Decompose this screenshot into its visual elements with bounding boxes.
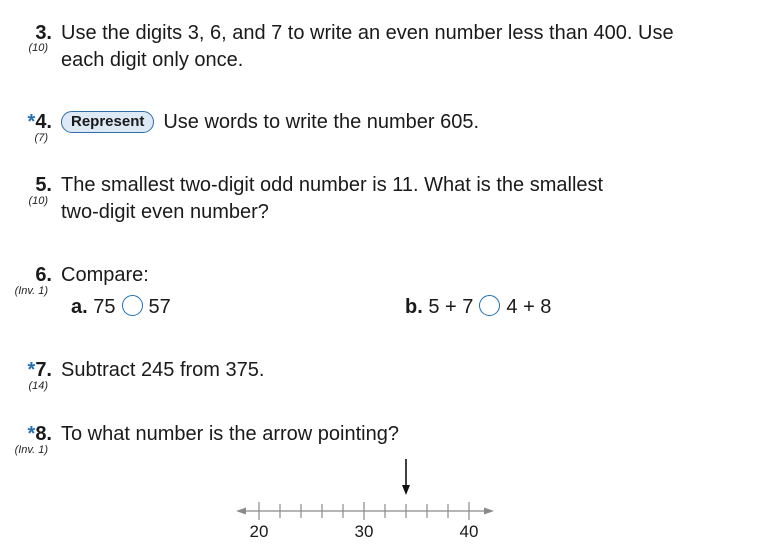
tick-label: 30: [354, 522, 374, 541]
lesson-reference: (Inv. 1): [14, 285, 48, 297]
problem-number: 3.: [35, 22, 52, 44]
problem-number: 6.: [35, 264, 52, 286]
lesson-reference: (Inv. 1): [14, 444, 48, 456]
problem-number: 5.: [35, 174, 52, 196]
problem-text-line-1: The smallest two-digit odd number is 11. What is the smallest: [61, 174, 604, 196]
comparison-circle-icon: [479, 295, 500, 316]
lesson-reference: (10): [28, 42, 48, 54]
right-arrowhead-icon: [484, 508, 494, 515]
lesson-reference: (7): [34, 132, 48, 144]
tick-label: 40: [459, 522, 479, 541]
part-label: b.: [405, 296, 423, 318]
lesson-reference: (10): [28, 195, 48, 207]
problem-text-line-2: two-digit even number?: [61, 201, 269, 223]
tick-label: 20: [249, 522, 269, 541]
left-arrowhead-icon: [236, 508, 246, 515]
problem-text-content: Use words to write the number 605.: [163, 111, 480, 133]
star-icon: *: [27, 359, 36, 381]
problem-text: [61, 109, 479, 136]
problem-number-value: 4.: [35, 111, 52, 133]
compare-part-a: [71, 294, 171, 320]
compare-right: 4 + 8: [506, 296, 552, 318]
problem-text-line-1: Use the digits 3, 6, and 7 to write an even number less than 400. Use: [61, 22, 674, 44]
problem-number-value: 8.: [35, 423, 52, 445]
problem-text-line-2: each digit only once.: [61, 49, 244, 71]
star-icon: *: [27, 423, 36, 445]
comparison-circle-icon: [122, 295, 143, 316]
compare-part-b: [405, 294, 551, 320]
represent-badge: Represent: [61, 111, 154, 133]
problem-number-value: 7.: [35, 359, 52, 381]
problem-text: Compare:: [61, 264, 149, 286]
lesson-reference: (14): [28, 380, 48, 392]
problem-text: Subtract 245 from 375.: [61, 359, 265, 381]
compare-left: 75: [93, 296, 116, 318]
star-icon: *: [27, 111, 36, 133]
compare-right: 57: [148, 296, 171, 318]
compare-left: 5 + 7: [428, 296, 474, 318]
problem-text: To what number is the arrow pointing?: [61, 423, 399, 445]
down-arrow-icon: [402, 485, 410, 495]
part-label: a.: [71, 296, 88, 318]
